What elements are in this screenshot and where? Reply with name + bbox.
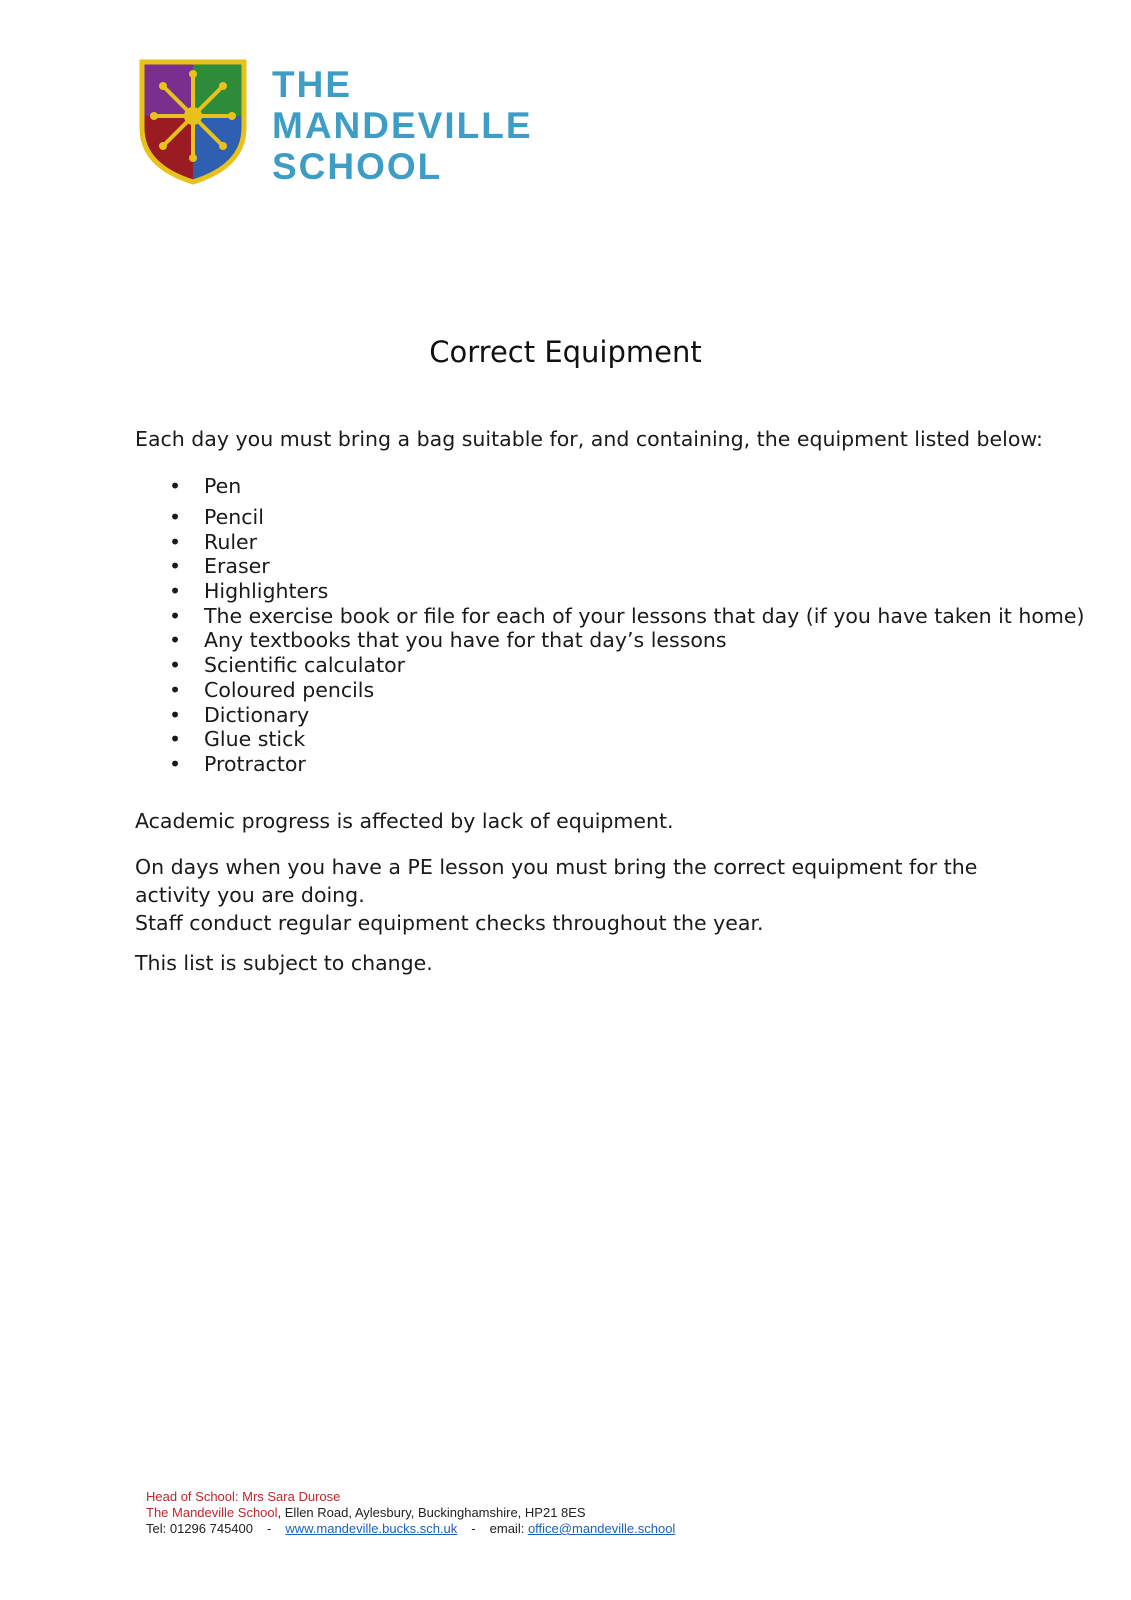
logo-line-1: THE — [272, 64, 352, 105]
checks-paragraph: Staff conduct regular equipment checks throughout the year. — [135, 911, 764, 935]
progress-paragraph: Academic progress is affected by lack of equipment. — [135, 809, 674, 833]
bullet-icon: • — [169, 751, 182, 776]
footer-head-of-school: Head of School: Mrs Sara Durose — [146, 1489, 341, 1504]
footer — [146, 1489, 675, 1537]
list-item — [135, 727, 1084, 752]
list-item-label: The exercise book or file for each of your lessons that day (if you have taken it home) — [204, 603, 1085, 628]
bullet-icon: • — [169, 529, 182, 554]
list-item-label: Pencil — [204, 505, 264, 529]
list-item — [135, 653, 1084, 678]
list-item-label: Coloured pencils — [204, 677, 375, 702]
bullet-icon: • — [169, 727, 182, 752]
footer-website-link[interactable]: www.mandeville.bucks.sch.uk — [285, 1521, 458, 1536]
bullet-icon: • — [169, 505, 182, 529]
logo-line-3: SCHOOL — [272, 146, 443, 187]
list-item — [135, 628, 1084, 653]
bullet-icon: • — [169, 677, 182, 702]
list-item-label: Scientific calculator — [204, 653, 406, 678]
list-item-label: Highlighters — [204, 579, 329, 604]
footer-contact-line — [146, 1521, 675, 1537]
footer-tel: Tel: 01296 745400 — [146, 1521, 253, 1536]
list-item — [135, 474, 1084, 505]
change-paragraph: This list is subject to change. — [135, 951, 433, 975]
list-item — [135, 752, 1084, 777]
footer-school-name: The Mandeville School — [146, 1505, 278, 1520]
list-item — [135, 678, 1084, 703]
footer-separator: - — [471, 1521, 476, 1536]
footer-address: , Ellen Road, Aylesbury, Buckinghamshire, HP21 8ES — [277, 1505, 586, 1520]
school-crest-icon — [138, 58, 248, 186]
bullet-icon: • — [169, 554, 182, 579]
list-item-label: Ruler — [204, 529, 258, 554]
footer-address-line — [146, 1505, 675, 1521]
list-item-label: Pen — [204, 474, 242, 498]
list-item-label: Any textbooks that you have for that day’s lessons — [204, 628, 727, 653]
list-item — [135, 530, 1084, 555]
bullet-icon: • — [169, 702, 182, 727]
list-item — [135, 554, 1084, 579]
list-item — [135, 604, 1084, 629]
footer-email-link[interactable]: office@mandeville.school — [527, 1521, 676, 1536]
bullet-icon: • — [169, 653, 182, 678]
equipment-list — [135, 474, 1084, 777]
bullet-icon: • — [169, 628, 182, 653]
page-title: Correct Equipment — [429, 335, 702, 369]
bullet-icon: • — [169, 474, 182, 498]
list-item-label: Dictionary — [204, 702, 310, 727]
bullet-icon: • — [169, 603, 182, 628]
bullet-icon: • — [169, 579, 182, 604]
logo-line-2: MANDEVILLE — [272, 105, 533, 146]
school-wordmark — [272, 64, 533, 187]
list-item — [135, 703, 1084, 728]
footer-separator: - — [266, 1521, 272, 1536]
list-item — [135, 579, 1084, 604]
list-item-label: Glue stick — [204, 727, 306, 752]
pe-paragraph: On days when you have a PE lesson you must bring the correct equipment for the activity you are doing. — [135, 855, 978, 907]
list-item-label: Protractor — [204, 751, 306, 776]
footer-email-label: email: — [489, 1521, 525, 1536]
intro-text: Each day you must bring a bag suitable for, and containing, the equipment listed below: — [135, 427, 1043, 451]
school-logo — [138, 58, 533, 187]
list-item-label: Eraser — [204, 554, 270, 579]
list-item — [135, 505, 1084, 530]
